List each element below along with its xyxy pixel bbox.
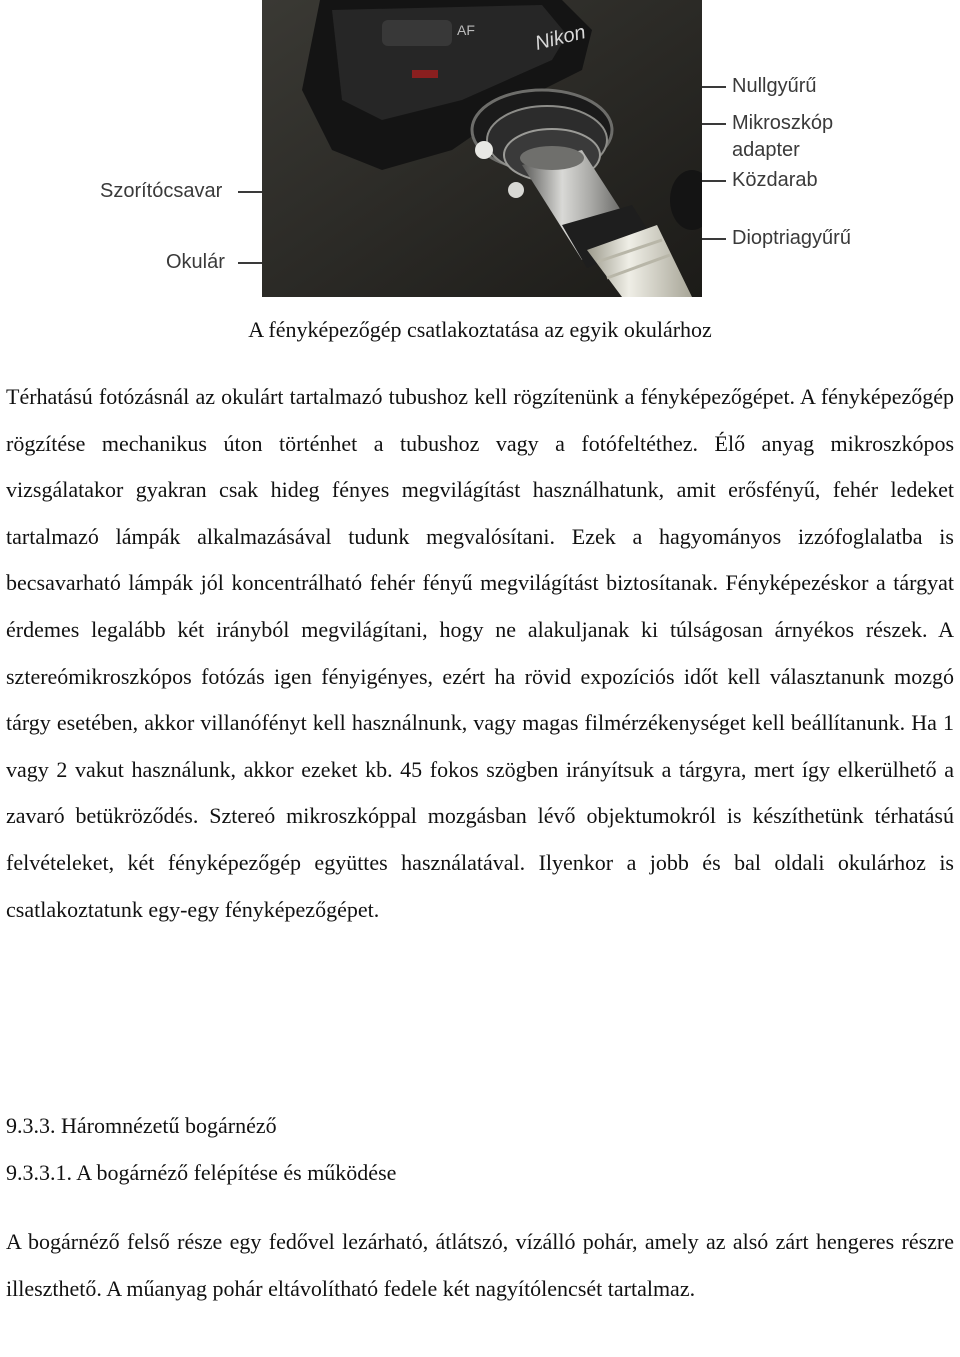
figure-caption: A fényképezőgép csatlakoztatása az egyik okulárhoz [248,317,712,342]
leader-line-mikroszkop-adapter [702,123,726,125]
camera-on-eyepiece-photo [262,0,702,297]
leader-line-okular [238,262,262,264]
label-mikroszkop-adapter-line1: Mikroszkóp [732,112,834,134]
label-okular: Okulár [166,251,225,273]
label-dioptriagyuru: Dioptriagyűrű [732,227,851,249]
af-marking: AF [457,22,475,38]
leader-line-kozdarab [702,180,726,182]
leader-line-dioptriagyuru [702,238,726,240]
subsection-heading-felepites: 9.3.3.1. A bogárnéző felépítése és működése [6,1160,397,1185]
label-nullgyuru: Nullgyűrű [732,75,817,97]
section-heading-bogarnezo: 9.3.3. Háromnézetű bogárnéző [6,1113,277,1138]
label-kozdarab: Közdarab [732,169,818,191]
leader-line-szoritocsavar [238,191,262,193]
label-mikroszkop-adapter-line2: adapter [732,139,800,161]
camera-microscope-figure [0,0,960,300]
leader-line-nullgyuru [702,86,726,88]
nikon-marking: Nikon [532,21,588,55]
label-szoritocsavar: Szorítócsavar [100,180,223,202]
body-paragraph-bogarnezo: A bogárnéző felső része egy fedővel lezárható, átlátszó, vízálló pohár, amely az alsó zárt hengeres részre illeszthető. A műanyag pohár eltávolítható fedele két nagyítólencsét tartalmaz. [6,1229,954,1301]
body-paragraph-camera-attachment: Térhatású fotózásnál az okulárt tartalmazó tubushoz kell rögzítenünk a fényképezőgépet. A fényképezőgép rögzítése mechanikus úton történhet a tubushoz vagy a fotófeltéthez. Élő anyag mikroszkópos vizsgálatakor gyakran csak hideg fényes megvilágítást használhatunk, amit erősfényű, fehér ledeket tartalmazó lámpák alkalmazásával tudunk megvalósítani. Ezek a hagyományos izzófoglalatba is becsavarható lámpák jól koncentrálható fehér fényű megvilágítást biztosítanak. Fényképezéskor a tárgyat érdemes legalább két irányból megvilágítani, hogy ne alakuljanak ki túlságosan árnyékos részek. A sztereómikroszkópos fotózás igen fényigényes, ezért ha rövid expozíciós időt kell választanunk mozgó tárgy esetében, akkor villanófényt kell használnunk, vagy magas filmérzékenységet kell beállítanunk. Ha 1 vagy 2 vakut használunk, akkor ezeket kb. 45 fokos szögben irányítsuk a tárgyra, mert így elkerülhető a zavaró betükröződés. Sztereó mikroszkóppal mozgásban lévő objektumokról is készíthetünk térhatású felvételeket, két fényképezőgép együttes használatával. Ilyenkor a jobb és bal oldali okulárhoz is csatlakoztatunk egy-egy fényképezőgépet. [6,384,954,922]
